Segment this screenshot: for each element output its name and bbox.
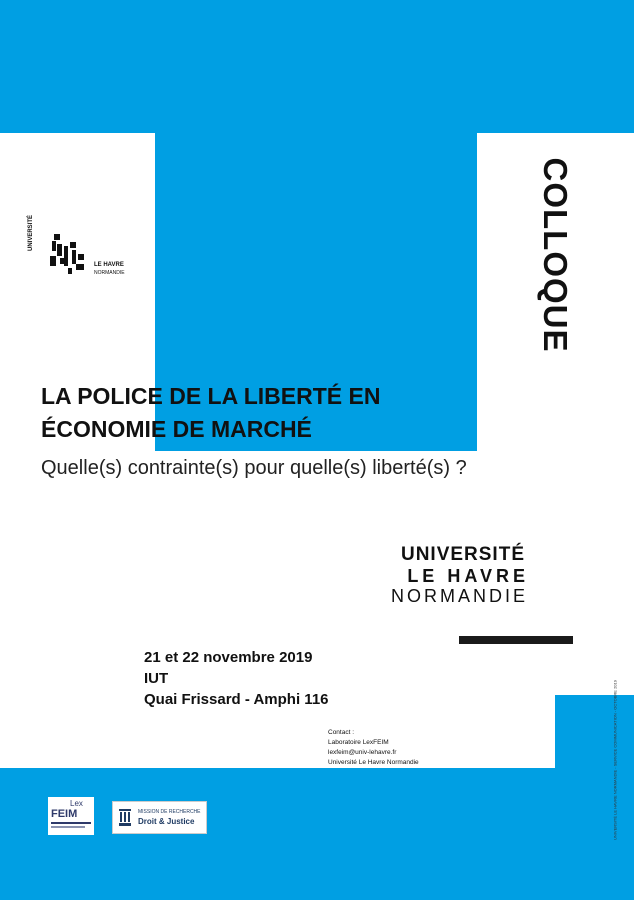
contact-heading: Contact : xyxy=(328,729,355,736)
mission-line1: MISSION DE RECHERCHE xyxy=(138,809,201,815)
small-logo-line1: UNIVERSITÉ xyxy=(28,214,34,252)
contact-block xyxy=(328,728,419,768)
contact-lab: Laboratoire LexFEIM xyxy=(328,739,389,746)
bottom-blue-band xyxy=(0,768,634,900)
wordmark-line3: NORMANDIE xyxy=(390,586,528,606)
event-room: Quai Frissard - Amphi 116 xyxy=(144,691,329,708)
university-wordmark xyxy=(330,544,529,606)
wordmark-line2: LE HAVRE xyxy=(407,566,529,586)
contact-university: Université Le Havre Normandie xyxy=(328,759,419,766)
lexfeim-logo xyxy=(48,797,94,835)
top-blue-band xyxy=(0,0,634,133)
side-credit-text: UNIVERSITÉ LE HAVRE NORMANDIE - SERVICE COMMUNICATION - OCTOBRE 2019 xyxy=(612,680,618,840)
event-subtitle: Quelle(s) contrainte(s) pour quelle(s) liberté(s) ? xyxy=(41,457,467,479)
right-blue-block xyxy=(555,695,634,775)
black-divider-bar xyxy=(459,636,573,644)
lexfeim-top: Lex xyxy=(70,799,83,808)
wordmark-line1: UNIVERSITÉ xyxy=(400,544,525,565)
event-details xyxy=(144,647,329,710)
university-logo-small xyxy=(28,214,138,278)
mission-droit-justice-logo xyxy=(112,801,207,834)
mission-line2: Droit & Justice xyxy=(138,817,195,826)
small-logo-line3: NORMANDIE xyxy=(94,270,125,276)
event-title: LA POLICE DE LA LIBERTÉ EN ÉCONOMIE DE MARCHÉ xyxy=(41,383,381,442)
event-dates: 21 et 22 novembre 2019 xyxy=(144,649,313,666)
lexfeim-name: FEIM xyxy=(51,808,78,820)
colloque-label: COLLOQUE xyxy=(537,157,574,353)
contact-email[interactable]: lexfeim@univ-lehavre.fr xyxy=(328,749,397,756)
small-logo-line2: LE HAVRE xyxy=(94,262,124,268)
event-venue: IUT xyxy=(144,670,169,687)
pixel-mark-icon xyxy=(32,232,92,278)
column-building-icon xyxy=(119,809,131,826)
